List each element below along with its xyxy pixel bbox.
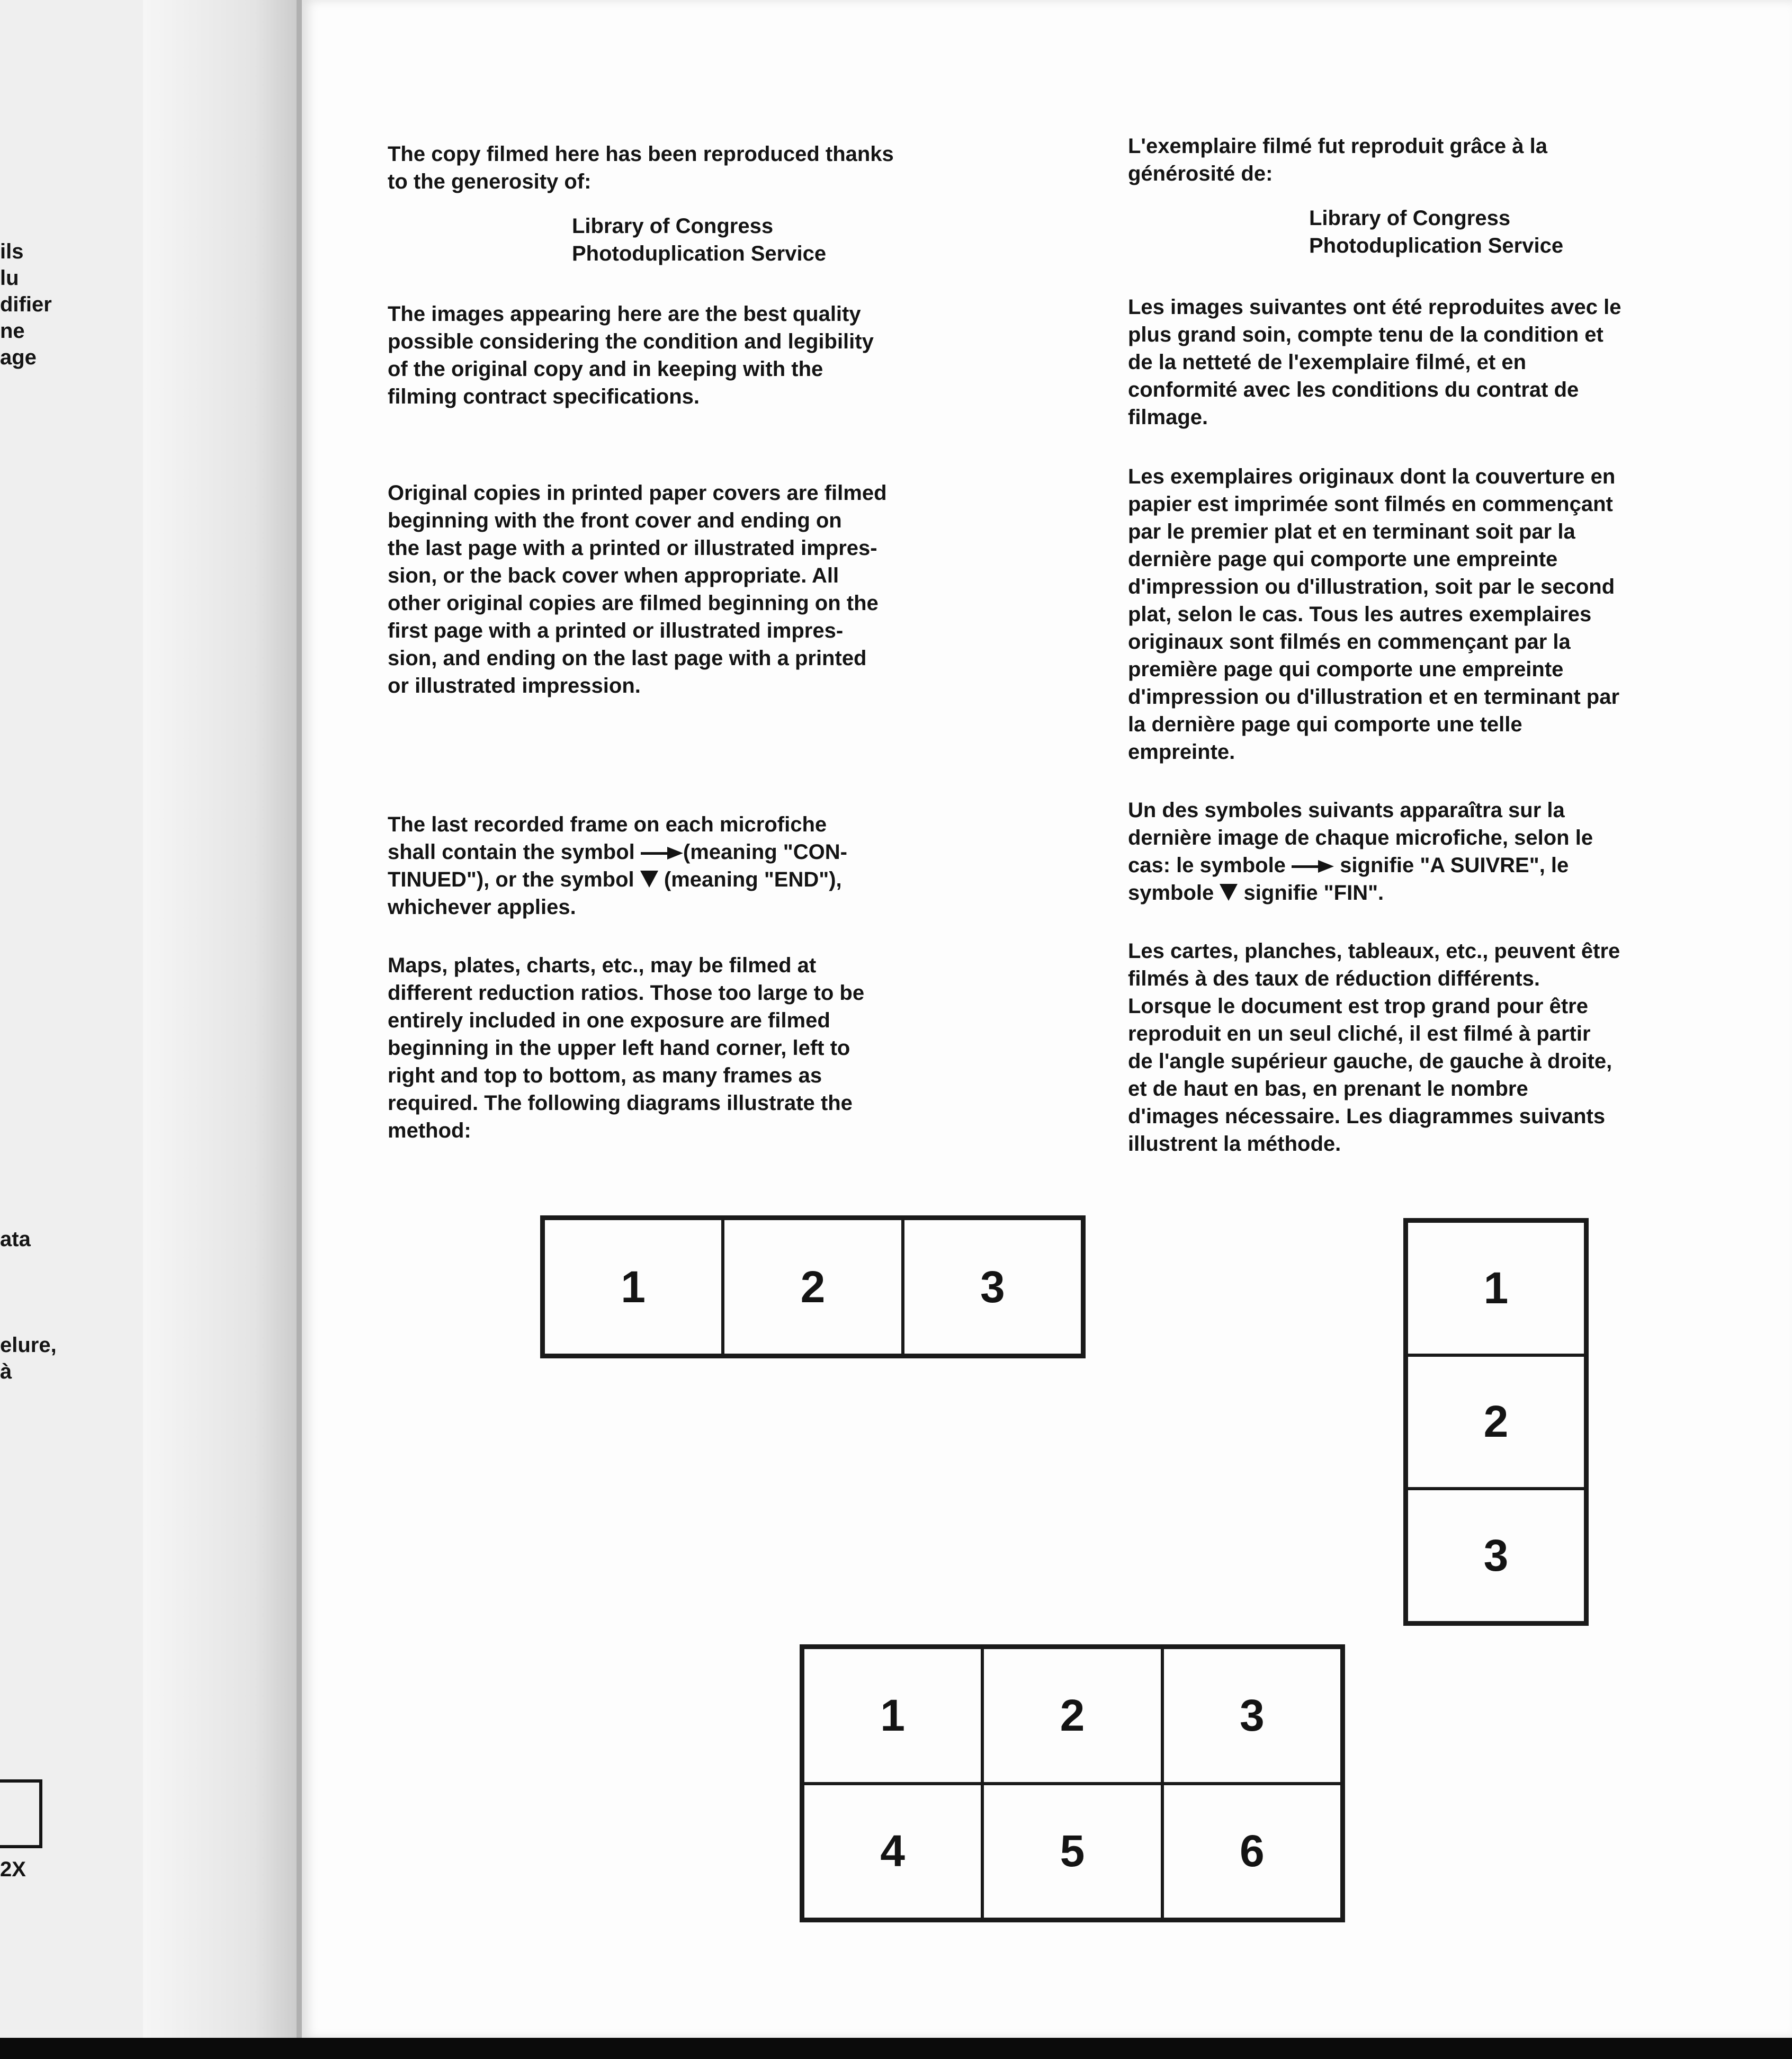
english-column [388, 140, 1013, 1144]
fragment-line: difier [0, 293, 52, 316]
frame-cell: 2 [982, 1648, 1162, 1784]
fragment-line: ils [0, 240, 24, 263]
continued-arrow-icon [641, 849, 683, 857]
frame-cell: 1 [803, 1648, 982, 1784]
continued-arrow-icon [1292, 863, 1334, 870]
frame-cell: 5 [982, 1784, 1162, 1920]
french-symbols-a: Un des symboles suivants apparaîtra sur la dernière image de chaque microfiche, selon le cas: le symbole [1128, 799, 1593, 877]
fragment-line: à [0, 1360, 12, 1383]
frame-cell: 3 [903, 1219, 1082, 1355]
french-maps: Les cartes, planches, tableaux, etc., peuvent être filmés à des taux de réduction différents. Lorsque le document est trop grand pour être reproduit en un seul cliché, il est filmé à partir de l'angle supérieur gauche, de gauche à droite, et de haut en bas, en prenant le nombre d'images nécessaire. Les diagrammes suivants illustrent la méthode. [1128, 939, 1620, 1156]
english-symbols [388, 811, 1013, 921]
fragment-box-label: 2X [0, 1858, 26, 1881]
frame-cell: 1 [543, 1219, 723, 1355]
page-fold [297, 0, 302, 2039]
fragment-box [0, 1779, 42, 1848]
frame-cell: 2 [1406, 1355, 1585, 1489]
frame-cell: 3 [1162, 1648, 1342, 1784]
english-thanks: The copy filmed here has been reproduced thanks to the generosity of: [388, 142, 894, 193]
frame-cell: 1 [1406, 1221, 1585, 1355]
english-symbols-b: (meaning "CON- TINUED"), or the symbol [388, 840, 847, 891]
english-covers: Original copies in printed paper covers are filmed beginning with the front cover and ending on the last page with a printed or illustrated impres- sion, or the back cover when appropriate. All other original copies are filmed beginning on the first page with a printed or illustrated impres- sion, and ending on the last page with a printed or illustrated impression. [388, 481, 887, 697]
fragment-line: ne [0, 319, 25, 343]
french-covers: Les exemplaires originaux dont la couverture en papier est imprimée sont filmés en commençant par le premier plat et en terminant soit par la dernière page qui comporte une empreinte d'impression ou d'illustration, soit par le second plat, selon le cas. Tous les autres exemplaires originaux sont filmés en commençant par la première page qui comporte une empreinte d'impression ou d'illustration et en terminant par la dernière page qui comporte une telle empreinte. [1128, 465, 1620, 764]
french-quality: Les images suivantes ont été reproduites avec le plus grand soin, compte tenu de la condition et de la netteté de l'exemplaire filmé, et en conformité avec les conditions du contrat de filmage. [1128, 296, 1621, 429]
scan-bottom-edge [0, 2038, 1792, 2059]
french-symbols [1128, 796, 1774, 907]
fragment-text-top [0, 238, 52, 371]
frame-cell: 3 [1406, 1489, 1585, 1623]
fragment-line: ata [0, 1228, 31, 1251]
french-symbols-c: signifie "FIN". [1243, 881, 1384, 905]
french-thanks: L'exemplaire filmé fut reproduit grâce à la générosité de: [1128, 135, 1547, 185]
fragment-line: elure, [0, 1333, 57, 1357]
fragment-line: lu [0, 266, 19, 290]
horizontal-frames-diagram [540, 1215, 1086, 1358]
fragment-text-low [0, 1332, 57, 1385]
grid-frames-diagram [800, 1644, 1345, 1922]
english-maps: Maps, plates, charts, etc., may be filmed at different reduction ratios. Those too large to be entirely included in one exposure are filmed beginning in the upper left hand corner, left to right and top to bottom, as many frames as required. The following diagrams illustrate the method: [388, 954, 865, 1142]
english-quality: The images appearing here are the best quality possible considering the condition and legibility of the original copy and in keeping with the filming contract specifications. [388, 302, 874, 408]
vertical-frames-diagram [1403, 1218, 1589, 1626]
end-triangle-icon [1220, 884, 1238, 901]
frame-cell: 4 [803, 1784, 982, 1920]
page-gutter [143, 0, 302, 2039]
english-symbols-c: (meaning "END"), whichever applies. [388, 868, 842, 919]
fragment-text-mid [0, 1226, 31, 1252]
french-column [1128, 132, 1774, 1158]
end-triangle-icon [640, 871, 658, 888]
french-symbols-b: signifie "A SUIVRE", le symbole [1128, 854, 1569, 905]
fragment-line: age [0, 346, 37, 369]
frame-cell: 2 [723, 1219, 902, 1355]
french-institution: Library of Congress Photoduplication Service [1309, 207, 1564, 257]
english-institution: Library of Congress Photoduplication Service [572, 214, 827, 265]
frame-cell: 6 [1162, 1784, 1342, 1920]
english-symbols-a: The last recorded frame on each microfiche shall contain the symbol [388, 813, 827, 864]
